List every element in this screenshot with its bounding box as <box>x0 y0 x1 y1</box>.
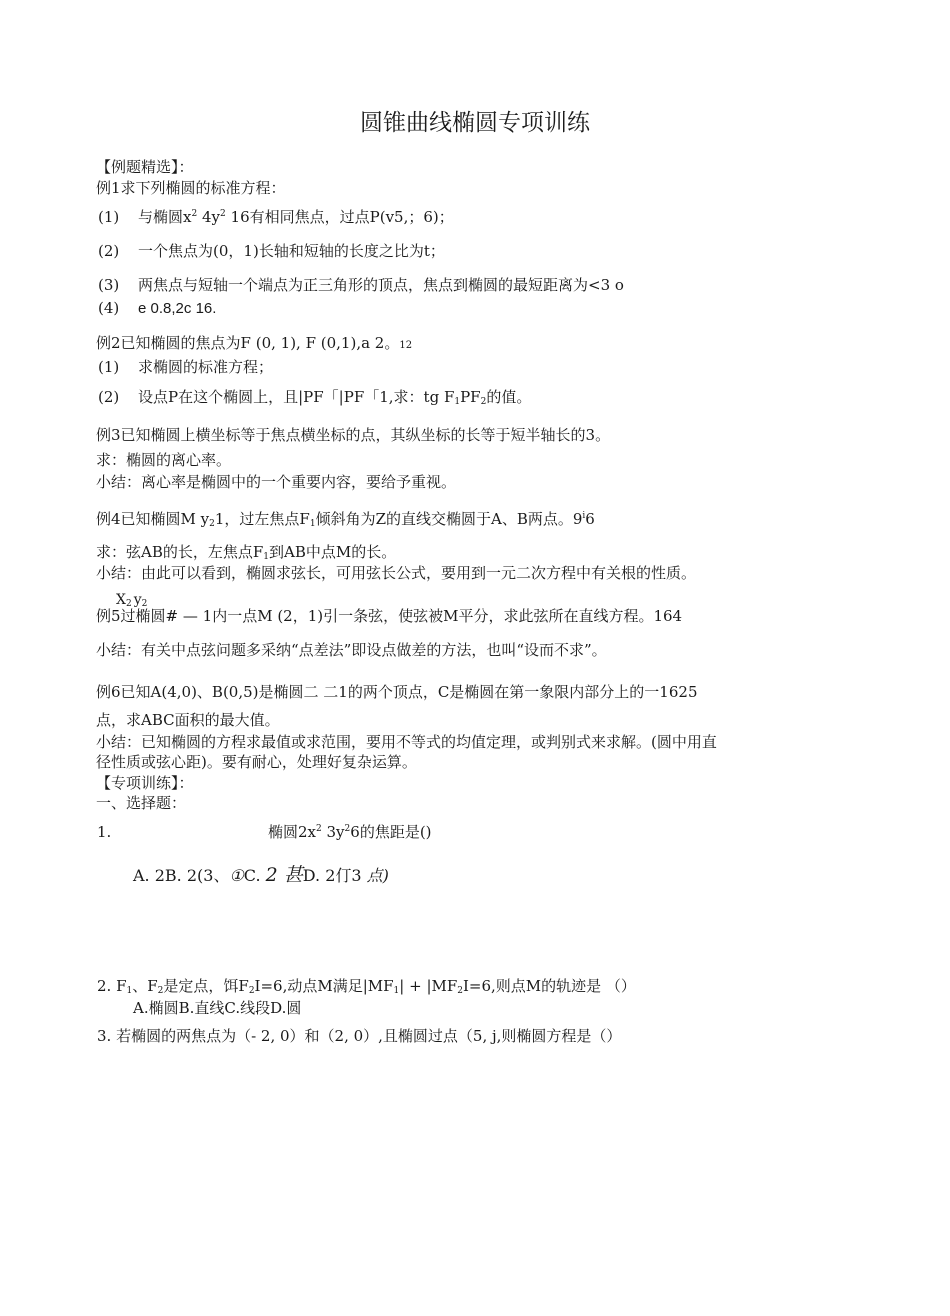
example-1-item-3 <box>98 275 624 295</box>
option-text: C. <box>243 866 266 885</box>
question-text: 椭圆2x <box>268 823 317 841</box>
example-4-line <box>96 509 595 529</box>
example-5-line: 例5过椭圆# — 1内一点M (2，1)引一条弦，使弦被M平分，求此弦所在直线方程。164 <box>96 607 683 625</box>
item-number: (2) <box>98 242 120 260</box>
option-text: ① <box>229 866 244 885</box>
example-1-item-1 <box>98 207 454 227</box>
superscript: 2 <box>316 824 322 834</box>
subscript: 1 <box>263 552 269 562</box>
question-text: 3y <box>321 823 345 841</box>
item-number: (2) <box>98 388 120 406</box>
subscript: 2 <box>457 986 463 996</box>
example-6-summary-1: 小结：已知椭圆的方程求最值或求范围，要用不等式的均值定理，或判别式来求解。(圆中用直 <box>96 733 717 751</box>
example-4-question <box>96 542 396 562</box>
question-text: 6的焦距是() <box>350 823 432 841</box>
example-text: 倾斜角为Z的直线交椭圆于A、B两点。9 <box>315 510 583 528</box>
subscript: 2 <box>480 397 487 407</box>
superscript: 2 <box>191 209 198 219</box>
question-text: 、F <box>132 977 158 995</box>
question-text: | + |MF <box>399 977 458 995</box>
subscript: 2 <box>209 519 215 529</box>
example-text: 例2已知椭圆的焦点为F (0, 1), F (0,1),a 2。 <box>96 334 400 352</box>
item-text: 一个焦点为(0，1)长轴和短轴的长度之比为t； <box>138 242 445 260</box>
example-1-intro: 例1求下列椭圆的标准方程： <box>96 179 286 197</box>
item-text: 两焦点与短轴一个端点为正三角形的顶点，焦点到椭圆的最短距离为<3 o <box>138 276 624 294</box>
subscript: 1 <box>126 986 133 996</box>
example-text: 到AB中点M的长。 <box>269 543 397 561</box>
example-1-item-4 <box>98 298 216 319</box>
item-text: PF <box>460 388 481 406</box>
question-1-text <box>268 822 432 842</box>
question-text: I=6,动点M满足|MF <box>254 977 394 995</box>
example-6-line-1: 例6已知A(4,0)、B(0,5)是椭圆二 二1的两个顶点，C是椭圆在第一象限内部分上的一1625 <box>96 683 698 701</box>
example-4-summary: 小结：由此可以看到，椭圆求弦长，可用弦长公式，要用到一元二次方程中有关根的性质。 <box>96 564 697 582</box>
example-6-summary-2: 径性质或弦心距)。要有耐心，处理好复杂运算。 <box>96 753 417 771</box>
question-1-number: 1. <box>97 823 112 841</box>
item-number: (1) <box>98 358 120 376</box>
item-text: 与椭圆x <box>138 208 192 226</box>
numerator-text: X <box>116 592 126 608</box>
option-text: 点) <box>366 866 389 885</box>
subscript: 1 <box>309 519 316 529</box>
item-text: 的值。 <box>486 388 532 406</box>
example-2-item-1 <box>98 357 273 377</box>
subscript: 1 <box>393 986 400 996</box>
example-2-intro <box>96 333 412 356</box>
section-heading: 一、选择题： <box>96 794 187 812</box>
example-text: 6 <box>585 510 595 528</box>
example-text: 求：弦AB的长，左焦点F <box>96 543 264 561</box>
item-number: (3) <box>98 276 120 294</box>
example-3-line-1: 例3已知椭圆上横坐标等于焦点横坐标的点，其纵坐标的长等于短半轴长的3。 <box>96 426 611 444</box>
question-text: 是定点，饵F <box>163 977 249 995</box>
example-3-line-2: 求：椭圆的离心率。 <box>96 451 232 469</box>
example-2-item-2 <box>98 387 531 407</box>
example-6-line-2: 点，求ABC面积的最大值。 <box>96 711 280 729</box>
page-title: 圆锥曲线椭圆专项训练 <box>360 110 590 136</box>
subscript: 2 <box>248 986 255 996</box>
item-text: 求椭圆的标准方程； <box>138 358 274 376</box>
item-text: e 0.8,2c 16. <box>138 300 217 317</box>
examples-heading: 【例题精选】： <box>96 158 194 176</box>
example-5-summary: 小结：有关中点弦问题多采纳“点差法”即设点做差的方法，也叫“设而不求”。 <box>96 641 607 659</box>
numerator-text: y <box>133 592 142 608</box>
item-text: 设点P在这个椭圆上，且|PF「|PF「1,求：tg F <box>138 388 455 406</box>
question-3-text: 3. 若椭圆的两焦点为（- 2, 0）和（2, 0）,且椭圆过点（5, j,则椭圆方程是（） <box>97 1027 622 1045</box>
subscript-note: 12 <box>399 340 413 351</box>
option-text: A. 2B. 2(3、 <box>133 866 230 885</box>
question-text: I=6,则点M的轨迹是 （） <box>463 977 636 995</box>
superscript: 2 <box>344 824 351 834</box>
item-text: 4y <box>197 208 221 226</box>
question-2-text <box>97 976 636 996</box>
item-number: (4) <box>98 299 120 317</box>
option-text: D. 2仃3 <box>302 866 367 885</box>
subscript: 2 <box>141 599 148 609</box>
training-heading: 【专项训练】： <box>96 774 194 792</box>
example-3-summary: 小结：离心率是椭圆中的一个重要内容，要给予重视。 <box>96 473 457 491</box>
superscript: i <box>582 511 586 521</box>
subscript: 2 <box>157 986 164 996</box>
item-text: 16有相同焦点，过点P(v5,；6)； <box>225 208 454 226</box>
example-1-item-2 <box>98 241 445 261</box>
question-1-options <box>133 865 389 886</box>
subscript: 1 <box>454 397 461 407</box>
question-2-options: A.椭圆B.直线C.线段D.圆 <box>133 999 302 1017</box>
superscript: 2 <box>220 209 226 219</box>
example-text: 1，过左焦点F <box>214 510 310 528</box>
option-text: 2 甚 <box>265 864 303 886</box>
item-number: (1) <box>98 208 120 226</box>
subscript: 2 <box>125 599 132 609</box>
example-text: 例4已知椭圆M y <box>96 510 210 528</box>
question-text: 2. F <box>97 977 127 995</box>
